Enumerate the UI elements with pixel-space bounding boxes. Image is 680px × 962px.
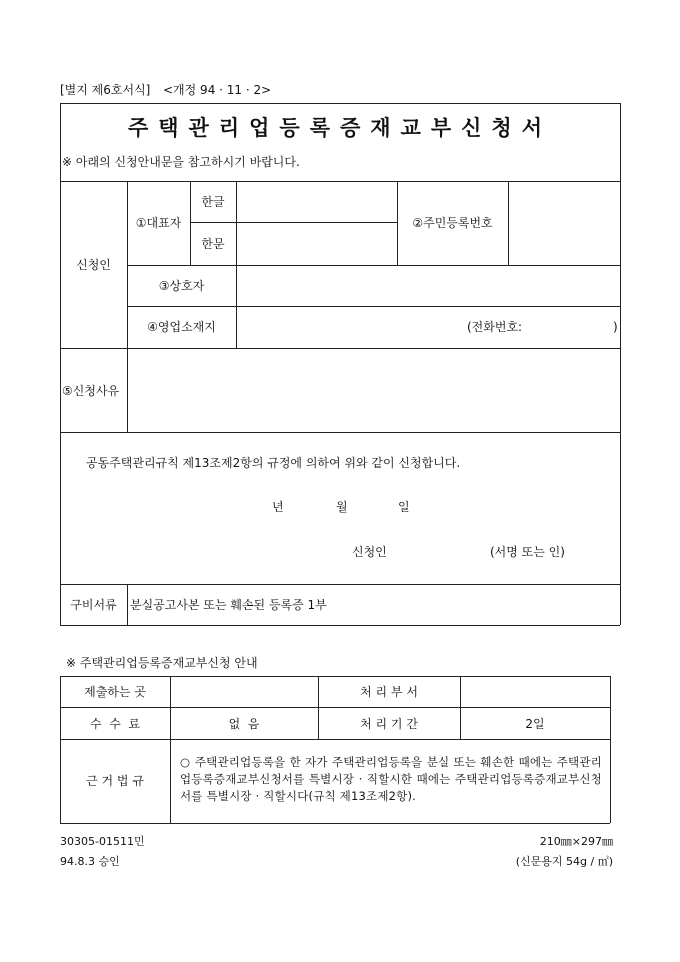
fee-value: 없 음	[228, 717, 260, 731]
date-month: 월	[336, 500, 348, 514]
office-location-label: ④영업소재지	[147, 320, 216, 334]
processing-period-value: 2일	[525, 717, 545, 731]
form-reference: [별지 제6호서식]	[60, 83, 151, 97]
signer-label: 신청인	[352, 545, 387, 559]
date-day: 일	[398, 500, 410, 514]
department-label: 처 리 부 서	[360, 685, 418, 699]
amendment-note: <개정 94 · 11 · 2>	[163, 83, 272, 97]
paper-size: 210㎜×297㎜	[539, 835, 613, 848]
submit-to-label: 제출하는 곳	[84, 685, 146, 699]
paper-spec: (신문용지 54g / ㎡)	[515, 855, 613, 868]
fee-label: 수 수 료	[89, 717, 141, 731]
trade-name-label: ③상호자	[158, 279, 205, 293]
processing-period-label: 처 리 기 간	[360, 717, 418, 731]
form-number: 30305-01511민	[60, 835, 145, 848]
legal-basis-text: ○ 주택관리업등록을 한 자가 주택관리업등록을 분실 또는 훼손한 때에는 주택관리업등록증재교부신청서를 특별시장 · 직할시한 때에는 주택관리업등록증재교부신청서를 특별시장 · 직할시다(규칙 제13조제2항).	[180, 755, 602, 803]
hangul-name-label: 한글	[201, 195, 225, 209]
phone-label: (전화번호:	[467, 320, 523, 334]
guide-title: ※ 주택관리업등록증재교부신청 안내	[66, 656, 258, 670]
approval-date: 94.8.3 승인	[60, 855, 120, 868]
phone-close: )	[613, 320, 618, 334]
form-notice: ※ 아래의 신청안내문을 참고하시기 바랍니다.	[62, 155, 300, 169]
representative-label: ①대표자	[135, 216, 182, 230]
applicant-section-label: 신청인	[76, 258, 111, 272]
hanja-name-label: 한문	[201, 237, 225, 251]
legal-basis-label: 근 거 법 규	[86, 774, 144, 788]
application-statement: 공동주택관리규칙 제13조제2항의 규정에 의하여 위와 같이 신청합니다.	[86, 456, 461, 470]
required-docs-value: 분실공고사본 또는 훼손된 등록증 1부	[130, 598, 327, 612]
signature-hint[interactable]: (서명 또는 인)	[490, 545, 565, 559]
reason-label: ⑤신청사유	[62, 384, 120, 398]
required-docs-label: 구비서류	[70, 598, 117, 612]
form-title: 주택관리업등록증재교부신청서	[127, 115, 552, 140]
date-year: 년	[272, 500, 284, 514]
resident-number-label: ②주민등록번호	[412, 216, 493, 230]
